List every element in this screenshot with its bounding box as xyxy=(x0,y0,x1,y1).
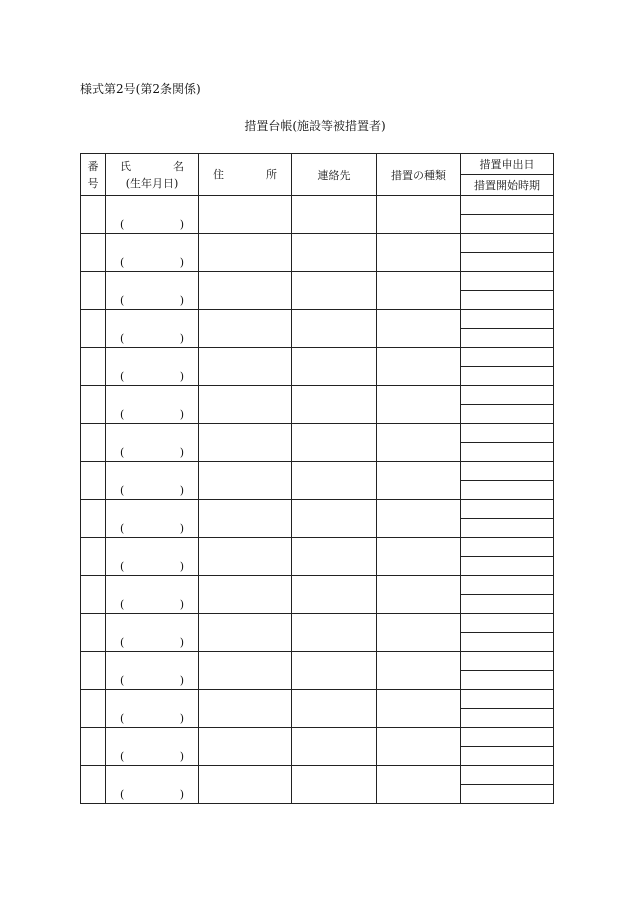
contact-cell[interactable] xyxy=(292,614,377,652)
measure-type-cell[interactable] xyxy=(377,424,461,462)
name-cell[interactable] xyxy=(106,348,199,386)
start-date-cell[interactable] xyxy=(461,671,554,690)
table-row xyxy=(81,272,554,291)
header-contact: 連絡先 xyxy=(292,154,377,196)
header-address: 住 所 xyxy=(199,154,292,196)
name-cell[interactable] xyxy=(106,728,199,766)
number-cell[interactable] xyxy=(81,272,106,310)
name-cell[interactable] xyxy=(106,576,199,614)
birthdate-parentheses: ( ) xyxy=(120,218,184,231)
name-cell[interactable] xyxy=(106,234,199,272)
measure-type-cell[interactable] xyxy=(377,652,461,690)
application-date-cell[interactable] xyxy=(461,234,554,253)
table-row xyxy=(81,576,554,595)
start-date-cell[interactable] xyxy=(461,443,554,462)
birthdate-parentheses: ( ) xyxy=(120,522,184,535)
measure-type-cell[interactable] xyxy=(377,310,461,348)
name-cell[interactable] xyxy=(106,272,199,310)
application-date-cell[interactable] xyxy=(461,196,554,215)
table-row xyxy=(81,766,554,785)
address-cell[interactable] xyxy=(199,272,292,310)
birthdate-parentheses: ( ) xyxy=(120,446,184,459)
header-number: 番 号 xyxy=(81,154,106,196)
name-cell[interactable] xyxy=(106,652,199,690)
measure-type-cell[interactable] xyxy=(377,196,461,234)
number-cell[interactable] xyxy=(81,690,106,728)
application-date-cell[interactable] xyxy=(461,652,554,671)
application-date-cell[interactable] xyxy=(461,500,554,519)
birthdate-parentheses: ( ) xyxy=(120,674,184,687)
start-date-cell[interactable] xyxy=(461,481,554,500)
birthdate-parentheses: ( ) xyxy=(120,560,184,573)
address-cell[interactable] xyxy=(199,652,292,690)
number-cell[interactable] xyxy=(81,462,106,500)
application-date-cell[interactable] xyxy=(461,386,554,405)
address-cell[interactable] xyxy=(199,386,292,424)
birthdate-parentheses: ( ) xyxy=(120,332,184,345)
measure-type-cell[interactable] xyxy=(377,500,461,538)
start-date-cell[interactable] xyxy=(461,557,554,576)
header-row xyxy=(81,154,554,175)
birthdate-parentheses: ( ) xyxy=(120,712,184,725)
number-cell[interactable] xyxy=(81,424,106,462)
birthdate-parentheses: ( ) xyxy=(120,408,184,421)
start-date-cell[interactable] xyxy=(461,633,554,652)
birthdate-parentheses: ( ) xyxy=(120,256,184,269)
measure-type-cell[interactable] xyxy=(377,690,461,728)
measure-type-cell[interactable] xyxy=(377,538,461,576)
contact-cell[interactable] xyxy=(292,690,377,728)
measure-type-cell[interactable] xyxy=(377,348,461,386)
table-row xyxy=(81,234,554,253)
header-start-date: 措置開始時期 xyxy=(461,175,554,196)
start-date-cell[interactable] xyxy=(461,215,554,234)
table-row xyxy=(81,690,554,709)
contact-cell[interactable] xyxy=(292,196,377,234)
application-date-cell[interactable] xyxy=(461,614,554,633)
table-row xyxy=(81,500,554,519)
table-row xyxy=(81,348,554,367)
number-cell[interactable] xyxy=(81,576,106,614)
application-date-cell[interactable] xyxy=(461,272,554,291)
table-row xyxy=(81,196,554,215)
measure-type-cell[interactable] xyxy=(377,386,461,424)
application-date-cell[interactable] xyxy=(461,690,554,709)
application-date-cell[interactable] xyxy=(461,348,554,367)
start-date-cell[interactable] xyxy=(461,291,554,310)
measure-type-cell[interactable] xyxy=(377,728,461,766)
birthdate-parentheses: ( ) xyxy=(120,484,184,497)
address-cell[interactable] xyxy=(199,234,292,272)
contact-cell[interactable] xyxy=(292,462,377,500)
start-date-cell[interactable] xyxy=(461,253,554,272)
name-cell[interactable] xyxy=(106,462,199,500)
start-date-cell[interactable] xyxy=(461,595,554,614)
table-row xyxy=(81,652,554,671)
table-row xyxy=(81,310,554,329)
name-cell[interactable] xyxy=(106,766,199,804)
start-date-cell[interactable] xyxy=(461,747,554,766)
table-row xyxy=(81,614,554,633)
contact-cell[interactable] xyxy=(292,538,377,576)
name-cell[interactable] xyxy=(106,614,199,652)
contact-cell[interactable] xyxy=(292,424,377,462)
address-cell[interactable] xyxy=(199,614,292,652)
contact-cell[interactable] xyxy=(292,348,377,386)
application-date-cell[interactable] xyxy=(461,538,554,557)
number-cell[interactable] xyxy=(81,500,106,538)
start-date-cell[interactable] xyxy=(461,329,554,348)
application-date-cell[interactable] xyxy=(461,462,554,481)
number-cell[interactable] xyxy=(81,728,106,766)
number-cell[interactable] xyxy=(81,652,106,690)
measure-type-cell[interactable] xyxy=(377,462,461,500)
application-date-cell[interactable] xyxy=(461,310,554,329)
address-cell[interactable] xyxy=(199,462,292,500)
application-date-cell[interactable] xyxy=(461,766,554,785)
address-cell[interactable] xyxy=(199,310,292,348)
contact-cell[interactable] xyxy=(292,766,377,804)
number-cell[interactable] xyxy=(81,538,106,576)
number-cell[interactable] xyxy=(81,614,106,652)
address-cell[interactable] xyxy=(199,576,292,614)
table-row xyxy=(81,728,554,747)
address-cell[interactable] xyxy=(199,538,292,576)
contact-cell[interactable] xyxy=(292,234,377,272)
header-application-date: 措置申出日 xyxy=(461,154,554,175)
name-cell[interactable] xyxy=(106,690,199,728)
contact-cell[interactable] xyxy=(292,652,377,690)
document-title: 措置台帳(施設等被措置者) xyxy=(244,119,386,133)
table-row xyxy=(81,538,554,557)
address-cell[interactable] xyxy=(199,728,292,766)
name-cell[interactable] xyxy=(106,386,199,424)
number-cell[interactable] xyxy=(81,386,106,424)
start-date-cell[interactable] xyxy=(461,519,554,538)
address-cell[interactable] xyxy=(199,500,292,538)
measure-type-cell[interactable] xyxy=(377,614,461,652)
name-cell[interactable] xyxy=(106,500,199,538)
table-row xyxy=(81,462,554,481)
measure-type-cell[interactable] xyxy=(377,766,461,804)
measure-type-cell[interactable] xyxy=(377,576,461,614)
form-number: 様式第2号(第2条関係) xyxy=(80,82,201,96)
address-cell[interactable] xyxy=(199,196,292,234)
measure-type-cell[interactable] xyxy=(377,234,461,272)
table-row xyxy=(81,424,554,443)
start-date-cell[interactable] xyxy=(461,405,554,424)
header-measure-type: 措置の種類 xyxy=(377,154,461,196)
birthdate-parentheses: ( ) xyxy=(120,788,184,801)
application-date-cell[interactable] xyxy=(461,728,554,747)
contact-cell[interactable] xyxy=(292,386,377,424)
name-cell[interactable] xyxy=(106,310,199,348)
start-date-cell[interactable] xyxy=(461,367,554,386)
contact-cell[interactable] xyxy=(292,500,377,538)
ledger-table xyxy=(80,153,554,804)
number-cell[interactable] xyxy=(81,196,106,234)
application-date-cell[interactable] xyxy=(461,576,554,595)
start-date-cell[interactable] xyxy=(461,785,554,804)
number-cell[interactable] xyxy=(81,234,106,272)
number-cell[interactable] xyxy=(81,766,106,804)
header-name: 氏 名 (生年月日) xyxy=(106,154,199,196)
number-cell[interactable] xyxy=(81,348,106,386)
birthdate-parentheses: ( ) xyxy=(120,370,184,383)
start-date-cell[interactable] xyxy=(461,709,554,728)
name-cell[interactable] xyxy=(106,424,199,462)
contact-cell[interactable] xyxy=(292,272,377,310)
name-cell[interactable] xyxy=(106,196,199,234)
measure-type-cell[interactable] xyxy=(377,272,461,310)
birthdate-parentheses: ( ) xyxy=(120,636,184,649)
address-cell[interactable] xyxy=(199,348,292,386)
table-row xyxy=(81,386,554,405)
address-cell[interactable] xyxy=(199,690,292,728)
contact-cell[interactable] xyxy=(292,576,377,614)
birthdate-parentheses: ( ) xyxy=(120,750,184,763)
contact-cell[interactable] xyxy=(292,728,377,766)
address-cell[interactable] xyxy=(199,424,292,462)
address-cell[interactable] xyxy=(199,766,292,804)
application-date-cell[interactable] xyxy=(461,424,554,443)
name-cell[interactable] xyxy=(106,538,199,576)
birthdate-parentheses: ( ) xyxy=(120,294,184,307)
birthdate-parentheses: ( ) xyxy=(120,598,184,611)
number-cell[interactable] xyxy=(81,310,106,348)
contact-cell[interactable] xyxy=(292,310,377,348)
